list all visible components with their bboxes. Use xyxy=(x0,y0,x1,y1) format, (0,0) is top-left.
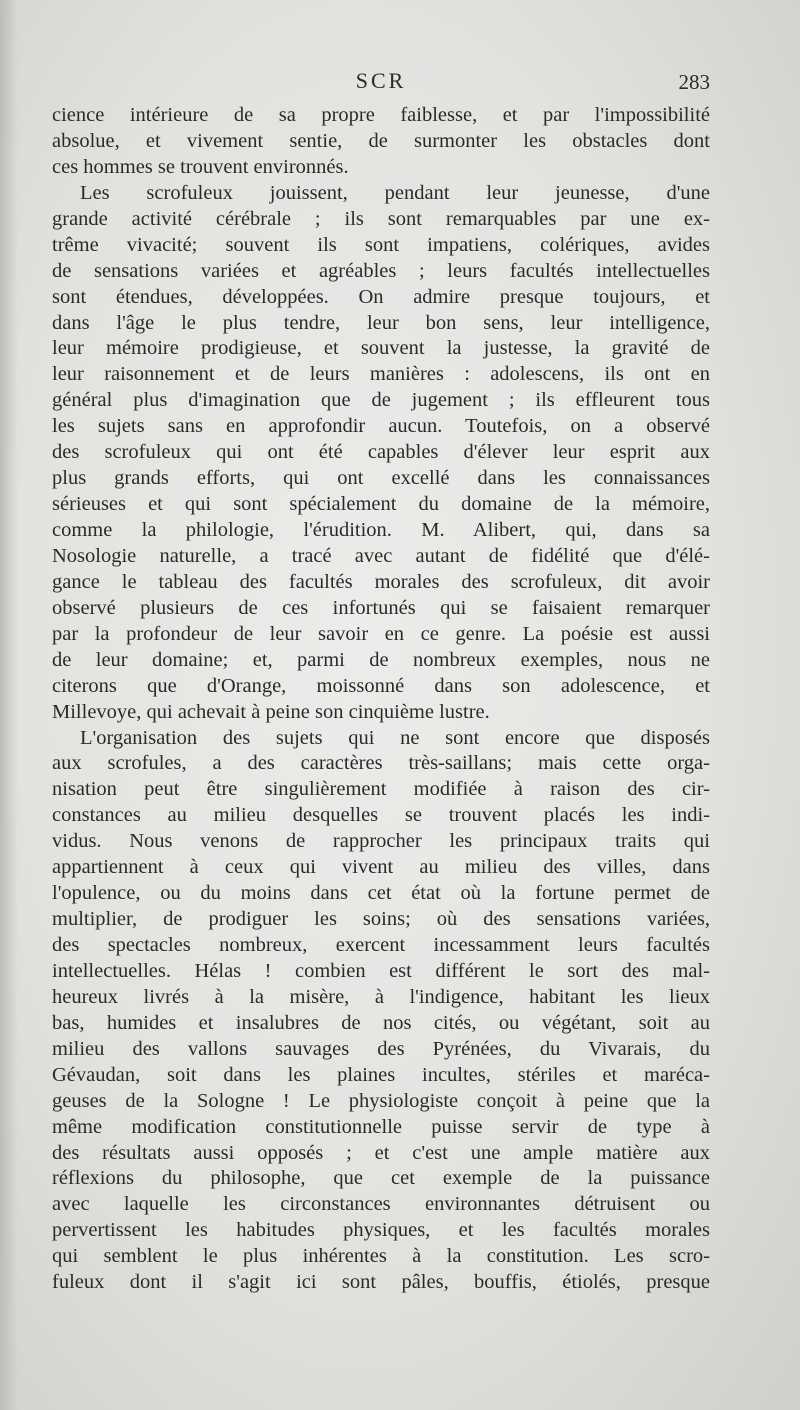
text-line: comme la philologie, l'érudition. M. Alibert, qui, dans sa xyxy=(52,519,710,541)
text-line: par la profondeur de leur savoir en ce genre. La poésie est aussi xyxy=(52,622,710,645)
running-head xyxy=(52,68,710,102)
text-line: Nosologie naturelle, a tracé avec autant de fidélité que d'élé- xyxy=(52,544,710,567)
text-line: même modification constitutionnelle puisse servir de type à xyxy=(52,1115,710,1138)
text-line: L'organisation des sujets qui ne sont encore que disposés xyxy=(80,726,710,749)
text-line: milieu des vallons sauvages des Pyrénées, du Vivarais, du xyxy=(52,1037,710,1060)
text-line: trême vivacité; souvent ils sont impatiens, colériques, avides xyxy=(52,233,710,256)
text-line: heureux livrés à la misère, à l'indigence, habitant les lieux xyxy=(52,985,710,1008)
text-line: ces hommes se trouvent environnés. xyxy=(52,155,349,178)
text-line: dans l'âge le plus tendre, leur bon sens, leur intelligence, xyxy=(52,311,710,334)
text-line: les sujets sans en approfondir aucun. Toutefois, on a observé xyxy=(52,415,710,438)
text-line: sont étendues, développées. On admire presque toujours, et xyxy=(52,285,710,308)
text-line: pervertissent les habitudes physiques, et les facultés morales xyxy=(52,1219,710,1242)
text-line: de leur domaine; et, parmi de nombreux exemples, nous ne xyxy=(52,648,710,671)
page-number: 283 xyxy=(678,70,710,94)
text-line: appartiennent à ceux qui vivent au milieu des villes, dans xyxy=(52,856,710,879)
text-line: constances au milieu desquelles se trouvent placés les indi- xyxy=(52,804,710,827)
text-line: des scrofuleux qui ont été capables d'élever leur esprit aux xyxy=(52,441,710,464)
text-line: Millevoye, qui achevait à peine son cinquième lustre. xyxy=(52,700,490,723)
text-line: grande activité cérébrale ; ils sont remarquables par une ex- xyxy=(52,207,710,230)
text-line: leur raisonnement et de leurs manières : adolescens, ils ont en xyxy=(52,363,710,386)
text-line: réflexions du philosophe, que cet exemple de la puissance xyxy=(52,1167,710,1190)
text-line: absolue, et vivement sentie, de surmonter les obstacles dont xyxy=(52,129,710,152)
text-line: nisation peut être singulièrement modifiée à raison des cir- xyxy=(52,778,710,801)
running-head-title: SCR xyxy=(355,68,407,93)
text-line: leur mémoire prodigieuse, et souvent la justesse, la gravité de xyxy=(52,337,710,360)
text-line: vidus. Nous venons de rapprocher les principaux traits qui xyxy=(52,830,710,853)
text-line: cience intérieure de sa propre faiblesse, et par l'impossibilité xyxy=(52,104,710,126)
page-edge-shadow xyxy=(0,0,18,1410)
text-line: geuses de la Sologne ! Le physiologiste conçoit à peine que la xyxy=(52,1089,710,1112)
text-line: observé plusieurs de ces infortunés qui se faisaient remarquer xyxy=(52,596,710,619)
text-line: de sensations variées et agréables ; leurs facultés intellectuelles xyxy=(52,259,710,282)
text-line: avec laquelle les circonstances environnantes détruisent ou xyxy=(52,1193,710,1216)
text-line: qui semblent le plus inhérentes à la constitution. Les scro- xyxy=(52,1245,710,1268)
text-line: multiplier, de prodiguer les soins; où des sensations variées, xyxy=(52,908,710,931)
body-text xyxy=(52,103,710,1296)
text-line: aux scrofules, a des caractères très-saillans; mais cette orga- xyxy=(52,752,710,775)
text-line: plus grands efforts, qui ont excellé dans les connaissances xyxy=(52,467,710,490)
text-line: général plus d'imagination que de jugement ; ils effleurent tous xyxy=(52,389,710,412)
text-line: sérieuses et qui sont spécialement du domaine de la mémoire, xyxy=(52,493,710,516)
text-line: intellectuelles. Hélas ! combien est différent le sort des mal- xyxy=(52,959,710,982)
text-line: des résultats aussi opposés ; et c'est une ample matière aux xyxy=(52,1141,710,1164)
text-line: bas, humides et insalubres de nos cités, ou végétant, soit au xyxy=(52,1011,710,1034)
text-line: Les scrofuleux jouissent, pendant leur jeunesse, d'une xyxy=(80,181,710,204)
text-line: gance le tableau des facultés morales des scrofuleux, dit avoir xyxy=(52,570,710,593)
text-line: des spectacles nombreux, exercent incessamment leurs facultés xyxy=(52,934,710,956)
text-line: l'opulence, ou du moins dans cet état où la fortune permet de xyxy=(52,882,710,905)
text-line: Gévaudan, soit dans les plaines incultes, stériles et maréca- xyxy=(52,1063,710,1086)
text-line: fuleux dont il s'agit ici sont pâles, bouffis, étiolés, presque xyxy=(52,1271,710,1294)
text-line: citerons que d'Orange, moissonné dans son adolescence, et xyxy=(52,674,710,697)
